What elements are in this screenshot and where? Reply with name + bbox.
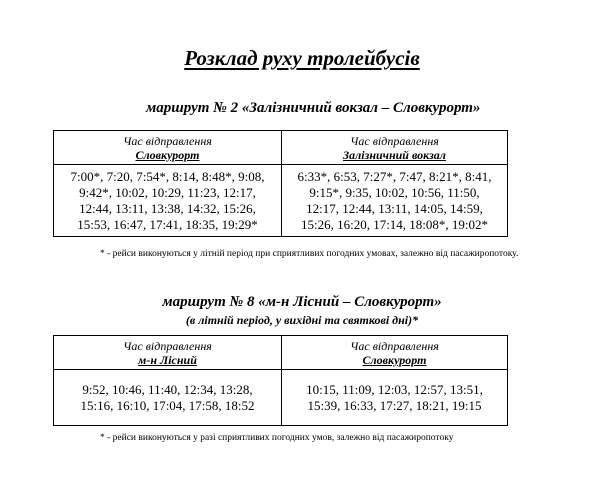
departure-times-cell	[282, 165, 508, 237]
header-cell	[282, 131, 508, 165]
footnote: * - рейси виконуються у разі сприятливих погодних умов, залежно від пасажиропотоку	[100, 433, 454, 443]
header-cell	[54, 336, 282, 370]
column-header: Час відправлення	[350, 338, 439, 353]
departure-times-cell	[54, 165, 282, 237]
departure-times-cell	[54, 370, 282, 426]
page-title: Розклад руху тролейбусів	[184, 46, 420, 70]
times-line: 9:42*, 10:02, 10:29, 11:23, 12:17,	[79, 184, 256, 200]
column-header: Час відправлення	[123, 338, 212, 353]
times-line: 6:33*, 6:53, 7:27*, 7:47, 8:21*, 8:41,	[297, 168, 492, 184]
departure-times-cell	[282, 370, 508, 426]
table-header-row	[54, 131, 508, 165]
times-line: 12:17, 12:44, 13:11, 14:05, 14:59,	[306, 200, 483, 216]
times-line: 15:53, 16:47, 17:41, 18:35, 19:29*	[77, 216, 258, 232]
times-line: 10:15, 11:09, 12:03, 12:57, 13:51,	[306, 381, 483, 397]
stop-name: м-н Лісний	[138, 352, 197, 367]
route-2-schedule-table	[53, 130, 508, 237]
stop-name: Словкурорт	[362, 352, 427, 367]
table-header-row	[54, 336, 508, 370]
times-line: 9:15*, 9:35, 10:02, 10:56, 11:50,	[309, 184, 480, 200]
route-2-title: маршрут № 2 «Залізничний вокзал – Словкурорт»	[146, 100, 481, 116]
footnote: * - рейси виконуються у літній період при сприятливих погодних умовах, залежно від пасажиропотоку.	[100, 249, 519, 259]
table-row	[54, 165, 508, 237]
table-row	[54, 370, 508, 426]
column-header: Час відправлення	[123, 133, 212, 148]
route-8-schedule-table	[53, 335, 508, 426]
stop-name: Залізничний вокзал	[343, 147, 446, 162]
times-line: 15:16, 16:10, 17:04, 17:58, 18:52	[80, 397, 255, 413]
times-line: 15:26, 16:20, 17:14, 18:08*, 19:02*	[300, 216, 489, 232]
route-8-title: маршрут № 8 «м-н Лісний – Словкурорт»	[162, 294, 442, 310]
times-line: 12:44, 13:11, 13:38, 14:32, 15:26,	[79, 200, 256, 216]
times-line: 15:39, 16:33, 17:27, 18:21, 19:15	[307, 397, 482, 413]
header-cell	[54, 131, 282, 165]
column-header: Час відправлення	[350, 133, 439, 148]
times-line: 9:52, 10:46, 11:40, 12:34, 13:28,	[82, 381, 253, 397]
header-cell	[282, 336, 508, 370]
route-8-subtitle: (в літній період, у вихідні та святкові дні)*	[185, 313, 419, 327]
times-line: 7:00*, 7:20, 7:54*, 8:14, 8:48*, 9:08,	[70, 168, 265, 184]
stop-name: Словкурорт	[135, 147, 200, 162]
